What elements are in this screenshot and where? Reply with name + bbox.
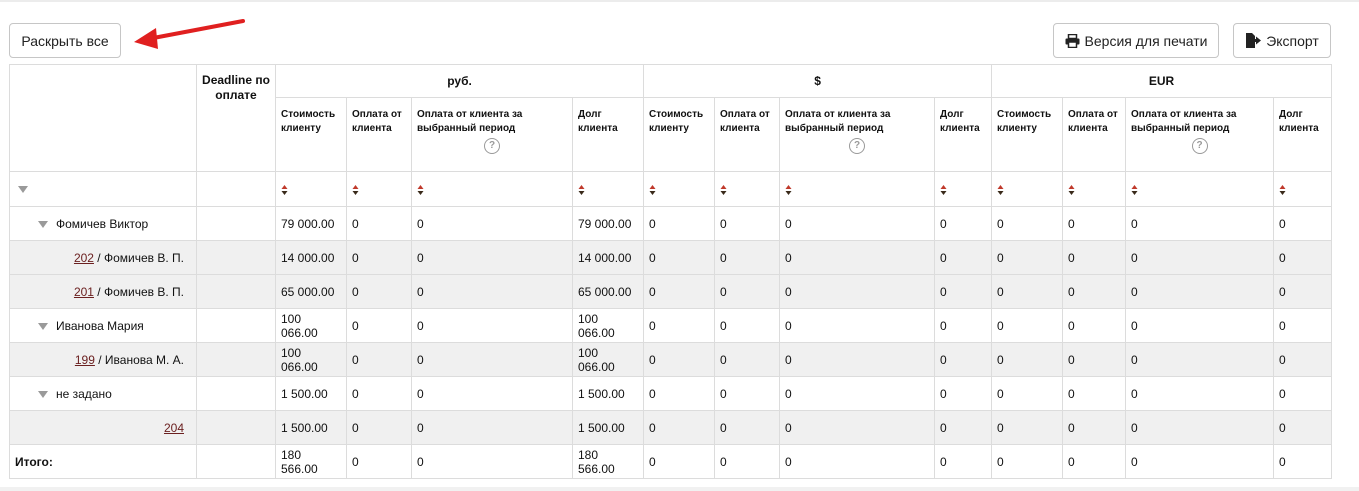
sort-icon[interactable]	[1068, 184, 1075, 196]
deadline-cell	[197, 275, 276, 309]
value-cell: 0	[1126, 343, 1274, 377]
order-link[interactable]: 204	[163, 420, 184, 435]
value-cell: 0	[1126, 207, 1274, 241]
help-wrap	[785, 138, 929, 154]
subheader-debt	[573, 98, 644, 172]
value-cell: 0	[935, 241, 992, 275]
sort-cell[interactable]	[412, 172, 573, 207]
subheader-cost	[992, 98, 1063, 172]
value-cell: 0	[780, 377, 935, 411]
value-cell: 0	[715, 377, 780, 411]
value-cell: 0	[347, 309, 412, 343]
question-icon[interactable]: ?	[849, 138, 865, 154]
deadline-cell	[197, 445, 276, 479]
value-cell: 0	[780, 343, 935, 377]
value-cell: 0	[935, 377, 992, 411]
value-cell: 0	[935, 207, 992, 241]
value-cell: 0	[412, 309, 573, 343]
value-cell: 0	[935, 309, 992, 343]
subheader-label: Оплата от клиента	[720, 109, 770, 134]
deadline-cell	[197, 377, 276, 411]
value-cell: 100 066.00	[573, 343, 644, 377]
sort-cell[interactable]	[573, 172, 644, 207]
value-cell: 14 000.00	[276, 241, 347, 275]
sort-cell[interactable]	[276, 172, 347, 207]
value-cell: 0	[1126, 275, 1274, 309]
value-cell: 0	[780, 411, 935, 445]
group-name-cell	[10, 207, 197, 241]
value-cell: 0	[715, 411, 780, 445]
value-cell: 0	[992, 411, 1063, 445]
value-cell: 0	[992, 207, 1063, 241]
value-cell: 0	[1063, 411, 1126, 445]
child-row	[10, 275, 1332, 309]
value-cell: 0	[1063, 377, 1126, 411]
value-cell: 1 500.00	[573, 411, 644, 445]
report-table	[9, 64, 1332, 479]
group-name: Иванова Мария	[56, 318, 144, 333]
help-wrap	[417, 138, 567, 154]
value-cell: 0	[1126, 411, 1274, 445]
value-cell: 0	[780, 445, 935, 479]
subheader-label: Стоимость клиенту	[997, 109, 1052, 134]
value-cell: 0	[1274, 377, 1332, 411]
value-cell: 0	[347, 411, 412, 445]
child-name-cell	[10, 343, 197, 377]
value-cell: 0	[935, 343, 992, 377]
value-cell: 0	[1274, 445, 1332, 479]
bottom-divider	[0, 487, 1359, 491]
export-button[interactable]	[1233, 23, 1331, 58]
value-cell: 0	[715, 241, 780, 275]
sort-icon[interactable]	[720, 184, 727, 196]
subheader-label: Долг клиента	[1279, 109, 1319, 134]
name-column-header	[10, 65, 197, 172]
sort-icon[interactable]	[578, 184, 585, 196]
sort-cell[interactable]	[780, 172, 935, 207]
export-label: Экспорт	[1266, 32, 1319, 49]
value-cell: 0	[644, 309, 715, 343]
sort-icon[interactable]	[352, 184, 359, 196]
printer-icon	[1065, 34, 1080, 48]
subheader-paid	[715, 98, 780, 172]
value-cell: 0	[992, 445, 1063, 479]
value-cell: 0	[644, 445, 715, 479]
child-name-cell	[10, 275, 197, 309]
export-file-icon	[1245, 33, 1261, 48]
value-cell: 0	[347, 275, 412, 309]
value-cell: 0	[780, 241, 935, 275]
subheader-label: Стоимость клиенту	[281, 109, 336, 134]
value-cell: 0	[715, 309, 780, 343]
subheader-cost	[644, 98, 715, 172]
deadline-header: Deadline по оплате	[197, 65, 276, 172]
child-row	[10, 343, 1332, 377]
sort-icon[interactable]	[649, 184, 656, 196]
value-cell: 79 000.00	[276, 207, 347, 241]
value-cell: 0	[644, 207, 715, 241]
subheader-label: Оплата от клиента за выбранный период	[785, 109, 891, 134]
value-cell: 180 566.00	[573, 445, 644, 479]
value-cell: 0	[1274, 309, 1332, 343]
value-cell: 0	[412, 411, 573, 445]
value-cell: 100 066.00	[573, 309, 644, 343]
value-cell: 0	[347, 241, 412, 275]
value-cell: 0	[992, 275, 1063, 309]
sort-icon[interactable]	[997, 184, 1004, 196]
value-cell: 0	[992, 241, 1063, 275]
value-cell: 0	[780, 275, 935, 309]
value-cell: 0	[992, 309, 1063, 343]
value-cell: 0	[412, 241, 573, 275]
currency-header-usd: $	[644, 65, 992, 98]
sort-icon[interactable]	[1131, 184, 1138, 196]
value-cell: 0	[644, 343, 715, 377]
value-cell: 0	[644, 275, 715, 309]
child-row	[10, 411, 1332, 445]
child-row	[10, 241, 1332, 275]
currency-header-rub: руб.	[276, 65, 644, 98]
value-cell: 0	[347, 377, 412, 411]
value-cell: 0	[780, 207, 935, 241]
sort-cell[interactable]	[1063, 172, 1126, 207]
group-name: Фомичев Виктор	[56, 216, 149, 231]
value-cell: 0	[412, 207, 573, 241]
triangle-down-icon[interactable]	[38, 391, 48, 398]
triangle-down-icon[interactable]	[18, 186, 28, 193]
value-cell: 0	[1126, 241, 1274, 275]
subheader-paid-period	[1126, 98, 1274, 172]
order-link[interactable]: 199	[74, 352, 95, 367]
subheader-label: Оплата от клиента за выбранный период	[1131, 109, 1237, 134]
expand-all-button[interactable]	[9, 23, 121, 58]
value-cell: 0	[1063, 241, 1126, 275]
top-divider	[0, 0, 1359, 2]
value-cell: 65 000.00	[276, 275, 347, 309]
deadline-cell	[197, 411, 276, 445]
help-wrap	[1131, 138, 1268, 154]
sort-cell[interactable]	[1126, 172, 1274, 207]
sort-cell[interactable]	[1274, 172, 1332, 207]
subheader-label: Стоимость клиенту	[649, 109, 704, 134]
child-client-name: / Иванова М. А.	[94, 352, 184, 367]
value-cell: 0	[644, 241, 715, 275]
value-cell: 1 500.00	[573, 377, 644, 411]
value-cell: 0	[347, 343, 412, 377]
value-cell: 100 066.00	[276, 343, 347, 377]
value-cell: 0	[644, 411, 715, 445]
value-cell: 0	[715, 275, 780, 309]
currency-header-eur: EUR	[992, 65, 1332, 98]
triangle-down-icon[interactable]	[38, 221, 48, 228]
value-cell: 0	[1063, 445, 1126, 479]
value-cell: 0	[935, 275, 992, 309]
subheader-label: Долг клиента	[940, 109, 980, 134]
value-cell: 0	[412, 343, 573, 377]
value-cell: 0	[992, 377, 1063, 411]
value-cell: 180 566.00	[276, 445, 347, 479]
value-cell: 0	[347, 207, 412, 241]
value-cell: 0	[412, 275, 573, 309]
value-cell: 0	[715, 445, 780, 479]
value-cell: 0	[1063, 309, 1126, 343]
group-name-cell	[10, 377, 197, 411]
value-cell: 0	[935, 411, 992, 445]
child-client-name: / Фомичев В. П.	[93, 284, 184, 299]
sort-cell[interactable]	[992, 172, 1063, 207]
print-version-label: Версия для печати	[1084, 32, 1208, 49]
order-link[interactable]: 202	[73, 250, 94, 265]
subheader-label: Оплата от клиента	[1068, 109, 1118, 134]
sort-cell[interactable]	[644, 172, 715, 207]
subheader-paid	[347, 98, 412, 172]
value-cell: 1 500.00	[276, 411, 347, 445]
subheader-debt	[935, 98, 992, 172]
value-cell: 0	[935, 445, 992, 479]
value-cell: 0	[1063, 275, 1126, 309]
subheader-label: Оплата от клиента	[352, 109, 402, 134]
sort-icon[interactable]	[940, 184, 947, 196]
value-cell: 0	[644, 377, 715, 411]
value-cell: 0	[1126, 445, 1274, 479]
value-cell: 0	[1126, 377, 1274, 411]
value-cell: 100 066.00	[276, 309, 347, 343]
subheader-label: Оплата от клиента за выбранный период	[417, 109, 523, 134]
value-cell: 0	[1063, 207, 1126, 241]
value-cell: 0	[347, 445, 412, 479]
value-cell: 0	[780, 309, 935, 343]
value-cell: 0	[1274, 343, 1332, 377]
group-name: не задано	[56, 386, 112, 401]
value-cell: 0	[412, 445, 573, 479]
group-row	[10, 309, 1332, 343]
filter-deadline-cell	[197, 172, 276, 207]
value-cell: 0	[1126, 309, 1274, 343]
subheader-cost	[276, 98, 347, 172]
value-cell: 14 000.00	[573, 241, 644, 275]
value-cell: 0	[715, 343, 780, 377]
child-client-name: / Фомичев В. П.	[93, 250, 184, 265]
sort-icon[interactable]	[281, 184, 288, 196]
value-cell: 0	[412, 377, 573, 411]
value-cell: 0	[1274, 275, 1332, 309]
subheader-paid-period	[780, 98, 935, 172]
group-name-cell	[10, 309, 197, 343]
sort-cell[interactable]	[347, 172, 412, 207]
subheader-debt	[1274, 98, 1332, 172]
child-name-cell	[10, 241, 197, 275]
value-cell: 0	[1274, 207, 1332, 241]
value-cell: 0	[715, 207, 780, 241]
sort-cell[interactable]	[935, 172, 992, 207]
value-cell: 1 500.00	[276, 377, 347, 411]
subheader-label: Долг клиента	[578, 109, 618, 134]
order-link[interactable]: 201	[73, 284, 94, 299]
value-cell: 65 000.00	[573, 275, 644, 309]
subheader-paid	[1063, 98, 1126, 172]
sort-icon[interactable]	[417, 184, 424, 196]
question-icon[interactable]: ?	[484, 138, 500, 154]
subheader-paid-period	[412, 98, 573, 172]
filter-collapse-cell[interactable]	[10, 172, 197, 207]
sort-icon[interactable]	[785, 184, 792, 196]
sort-icon[interactable]	[1279, 184, 1286, 196]
print-version-button[interactable]	[1053, 23, 1219, 58]
total-label: Итого:	[10, 445, 197, 479]
total-row	[10, 445, 1332, 479]
red-arrow-annotation	[130, 16, 250, 50]
value-cell: 0	[1274, 241, 1332, 275]
deadline-cell	[197, 207, 276, 241]
question-icon[interactable]: ?	[1192, 138, 1208, 154]
triangle-down-icon[interactable]	[38, 323, 48, 330]
deadline-cell	[197, 309, 276, 343]
group-row	[10, 207, 1332, 241]
value-cell: 0	[1274, 411, 1332, 445]
deadline-cell	[197, 241, 276, 275]
value-cell: 0	[992, 343, 1063, 377]
expand-all-label: Раскрыть все	[21, 32, 109, 49]
deadline-cell	[197, 343, 276, 377]
child-name-cell	[10, 411, 197, 445]
value-cell: 0	[1063, 343, 1126, 377]
value-cell: 79 000.00	[573, 207, 644, 241]
sort-cell[interactable]	[715, 172, 780, 207]
group-row	[10, 377, 1332, 411]
